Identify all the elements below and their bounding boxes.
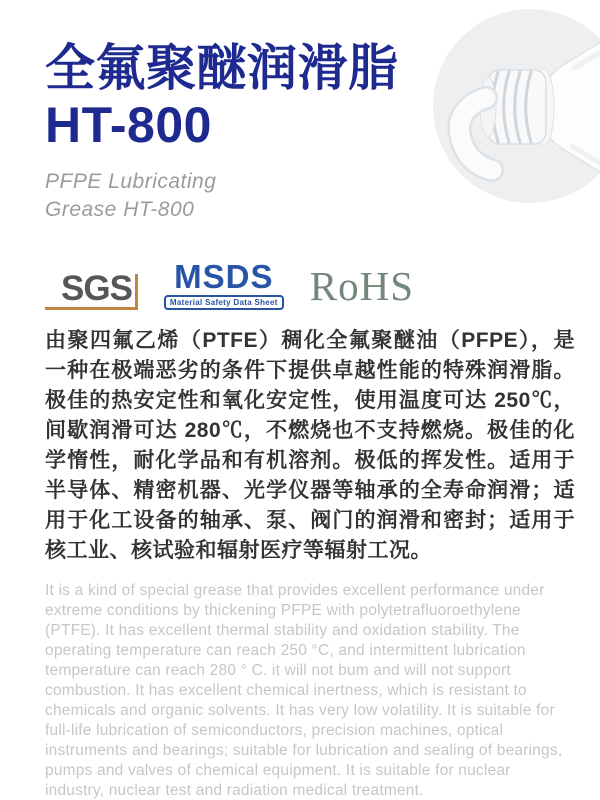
rohs-logo: RoHS bbox=[309, 263, 415, 309]
sgs-logo bbox=[45, 269, 138, 310]
msds-logo bbox=[164, 257, 284, 310]
product-subtitle bbox=[45, 168, 572, 224]
msds-logo-subtext: Material Safety Data Sheet bbox=[164, 295, 284, 310]
description-chinese: 由聚四氟乙烯（PTFE）稠化全氟聚醚油（PFPE），是一种在极端恶劣的条件下提供卓越性能的特殊润滑脂。极佳的热安定性和氧化安定性，使用温度可达 250℃，间歇润滑可达 280℃，不燃烧也不支持燃烧。极佳的化学惰性，耐化学品和有机溶剂。极低的挥发性。适用于半导体、精密机器、光学仪器等轴承的全寿命润滑；适用于化工设备的轴承、泵、阀门的润滑和密封；适用于核工业、核试验和辐射医疗等辐射工况。 bbox=[45, 329, 575, 562]
product-subtitle-line2: Grease HT-800 bbox=[45, 198, 195, 221]
product-title-line1: 全氟聚醚润滑脂 bbox=[45, 40, 399, 96]
description-english: It is a kind of special grease that provides excellent performance under extreme conditions by thickening PFPE with polytetrafluoroethylene (PTFE). It has excellent thermal stability and oxidation stability. The operating temperature can reach 250 °C, and intermittent lubrication temperature can reach 280 ° C. it will not bum and will not support combustion. It has excellent chemical inertness, which is resistant to chemicals and organic solvents. It has very low volatility. It is suitable for full-life lubrication of semiconductors, precision machines, optical instruments and bearings; suitable for lubrication and sealing of bearings, pumps and valves of chemical equipment. It is suitable for nuclear industry, nuclear test and radiation medical treatment. bbox=[45, 582, 563, 799]
content-column bbox=[0, 40, 600, 800]
certification-badges bbox=[45, 257, 572, 310]
sgs-logo-text: SGS bbox=[61, 269, 132, 309]
product-title bbox=[45, 40, 475, 154]
msds-logo-text: MSDS bbox=[174, 257, 274, 295]
product-subtitle-line1: PFPE Lubricating bbox=[45, 170, 217, 193]
product-title-line2: HT-800 bbox=[45, 97, 212, 153]
